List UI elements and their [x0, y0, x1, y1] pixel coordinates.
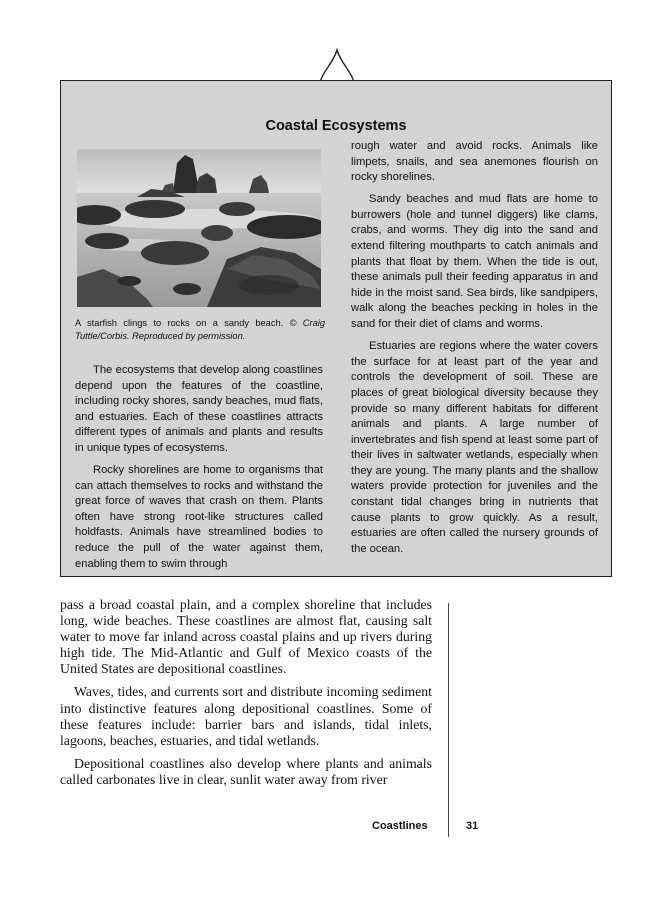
- margin-rule: [448, 603, 449, 837]
- sidebar-paragraph: Sandy beaches and mud flats are home to burrowers (hole and tunnel diggers) like clams, crabs, and worms. They dig into the sand and extend filtering mouthparts to catch animals and plants that float by them. When the tide is out, these animals pull their feeding apparatus in and hide in the moist sand. Sea birds, like sandpipers, walk along the beaches pecking in holes in the sand for their diet of clams and worms.: [351, 193, 598, 331]
- caption-text: A starfish clings to rocks on a sandy beach.: [75, 318, 290, 328]
- main-body-text: [60, 597, 432, 795]
- sidebar-box: [60, 80, 612, 577]
- photo-caption: [75, 317, 325, 343]
- caption-credit: © Craig Tuttle/Corbis. Reproduced by permission.: [75, 318, 325, 341]
- body-paragraph: Depositional coastlines also develop where plants and animals called carbonates live in clear, sunlit water away from river: [60, 755, 432, 787]
- sidebar-paragraph: rough water and avoid rocks. Animals like limpets, snails, and sea anemones flourish on rocky shorelines.: [351, 140, 598, 184]
- sidebar-right-column: [351, 139, 598, 564]
- footer-section-label: Coastlines: [372, 820, 428, 832]
- sidebar-paragraph: The ecosystems that develop along coastlines depend upon the features of the coastline, including rocky shores, sandy beaches, mud flats, and estuaries. Each of these coastlines attracts different types of animals and plants and results in unique types of ecosystems.: [75, 364, 323, 454]
- sidebar-paragraph: Rocky shorelines are home to organisms that can attach themselves to rocks and withstand the great force of waves that crash on them. Plants often have strong root-like structures called holdfasts. Animals have streamlined bodies to reduce the pull of the water against them, enabling them to swim through: [75, 464, 323, 570]
- body-paragraph: pass a broad coastal plain, and a complex shoreline that includes long, wide beaches. These coastlines are almost flat, causing salt water to move far inland across coastal plains and up rivers during high tide. The Mid-Atlantic and Gulf of Mexico coasts of the United States are depositional coastlines.: [60, 597, 432, 677]
- sidebar-left-column: [75, 363, 323, 579]
- footer-page-number: 31: [466, 820, 479, 832]
- sidebar-title: Coastal Ecosystems: [265, 118, 407, 134]
- sidebar-paragraph: Estuaries are regions where the water covers the surface for at least part of the year and controls the development of soil. These are places of great biological diversity because they provide so many different habitats for different animals and plants. A large number of invertebrates and fish spend at least some part of their lives in saltwater wetlands, especially when they are young. The many plants and the shallow waters provide protection for juveniles and the constant tidal changes bring in nutrients that cause plants to grow quickly. As a result, estuaries are often called the nursery grounds of the ocean.: [351, 340, 598, 555]
- body-paragraph: Waves, tides, and currents sort and distribute incoming sediment into distinctive features along depositional coastlines. Some of these features include: barrier bars and islands, tidal inlets, lagoons, beaches, estuaries, and tidal wetlands.: [60, 684, 432, 748]
- starfish-photo: [77, 149, 321, 307]
